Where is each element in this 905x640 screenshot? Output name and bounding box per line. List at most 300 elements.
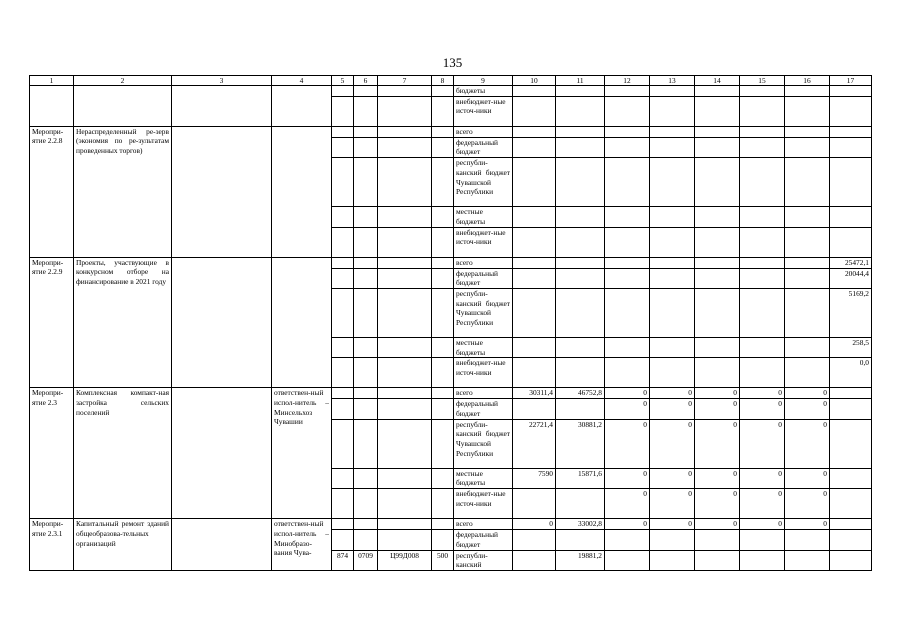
amount-col-14 — [695, 207, 740, 227]
budget-code-c6: 0709 — [354, 550, 378, 570]
budget-code-c8 — [432, 489, 454, 519]
funding-source: местные бюджеты — [454, 337, 513, 357]
budget-code-c7 — [378, 337, 432, 357]
budget-code-c6 — [354, 468, 378, 488]
amount-col-10 — [513, 96, 556, 126]
amount-col-14: 0 — [695, 519, 740, 530]
amount-col-11 — [556, 227, 605, 257]
table-row — [30, 86, 872, 97]
budget-code-c7 — [378, 257, 432, 268]
amount-col-11 — [556, 86, 605, 97]
amount-col-14 — [695, 227, 740, 257]
amount-col-17 — [830, 399, 872, 419]
responsible-executor — [272, 126, 332, 257]
amount-col-15 — [740, 96, 785, 126]
amount-col-15 — [740, 288, 785, 337]
budget-code-c6 — [354, 489, 378, 519]
amount-col-14 — [695, 550, 740, 570]
amount-col-11: 46752,8 — [556, 388, 605, 399]
column-number-7: 7 — [378, 76, 432, 86]
amount-col-17 — [830, 388, 872, 399]
amount-col-11 — [556, 96, 605, 126]
amount-col-16: 0 — [785, 388, 830, 399]
amount-col-11 — [556, 126, 605, 137]
budget-code-c5 — [332, 257, 354, 268]
amount-col-17 — [830, 550, 872, 570]
amount-col-10 — [513, 530, 556, 550]
budget-code-c5 — [332, 126, 354, 137]
budget-code-c5 — [332, 227, 354, 257]
budget-code-c8 — [432, 207, 454, 227]
budget-code-c6 — [354, 257, 378, 268]
budget-code-c7 — [378, 207, 432, 227]
amount-col-17: 25472,1 — [830, 257, 872, 268]
amount-col-14: 0 — [695, 489, 740, 519]
budget-code-c7 — [378, 530, 432, 550]
column-number-17: 17 — [830, 76, 872, 86]
budget-code-c7 — [378, 489, 432, 519]
amount-col-16 — [785, 96, 830, 126]
amount-col-15: 0 — [740, 399, 785, 419]
measure-code: Меропри-ятие 2.2.9 — [30, 257, 74, 388]
amount-col-15 — [740, 158, 785, 207]
amount-col-17 — [830, 126, 872, 137]
measure-name-cell — [74, 86, 172, 127]
amount-col-14 — [695, 158, 740, 207]
amount-col-17 — [830, 468, 872, 488]
budget-code-c8 — [432, 337, 454, 357]
amount-col-10 — [513, 227, 556, 257]
measure-code: Меропри-ятие 2.2.8 — [30, 126, 74, 257]
budget-code-c7 — [378, 358, 432, 388]
budget-code-c6 — [354, 268, 378, 288]
budget-code-c8 — [432, 126, 454, 137]
budget-code-c7 — [378, 519, 432, 530]
amount-col-15 — [740, 86, 785, 97]
amount-col-11 — [556, 530, 605, 550]
budget-code-c5 — [332, 268, 354, 288]
amount-col-10 — [513, 550, 556, 570]
budget-code-c6 — [354, 86, 378, 97]
responsible-executor: ответствен-ный испол-нитель – Минобразо-вания Чува- — [272, 519, 332, 571]
funding-source: внебюджет-ные источ-ники — [454, 96, 513, 126]
amount-col-12 — [605, 207, 650, 227]
amount-col-11: 33002,8 — [556, 519, 605, 530]
budget-code-c6 — [354, 388, 378, 399]
table-row — [30, 257, 872, 268]
amount-col-14: 0 — [695, 468, 740, 488]
amount-col-10: 7590 — [513, 468, 556, 488]
amount-col-16: 0 — [785, 468, 830, 488]
funding-source: федеральный бюджет — [454, 137, 513, 157]
funding-source: республи-канский — [454, 550, 513, 570]
budget-code-c5 — [332, 468, 354, 488]
amount-col-10 — [513, 126, 556, 137]
amount-col-12 — [605, 86, 650, 97]
amount-col-14 — [695, 288, 740, 337]
amount-col-10 — [513, 158, 556, 207]
amount-col-13 — [650, 96, 695, 126]
amount-col-17 — [830, 137, 872, 157]
amount-col-13: 0 — [650, 468, 695, 488]
funding-source: республи-канский бюджет Чувашской Республики — [454, 158, 513, 207]
amount-col-13 — [650, 86, 695, 97]
amount-col-12: 0 — [605, 489, 650, 519]
amount-col-16 — [785, 530, 830, 550]
amount-col-10: 22721,4 — [513, 419, 556, 468]
amount-col-12 — [605, 137, 650, 157]
amount-col-14 — [695, 137, 740, 157]
amount-col-12: 0 — [605, 399, 650, 419]
amount-col-15: 0 — [740, 419, 785, 468]
amount-col-11: 30881,2 — [556, 419, 605, 468]
budget-code-c5 — [332, 388, 354, 399]
amount-col-14 — [695, 257, 740, 268]
budget-code-c5 — [332, 207, 354, 227]
measure-name: Нераспределенный ре-зерв (экономия по ре-зультатам проведенных торгов) — [74, 126, 172, 257]
page-number: 135 — [442, 55, 463, 70]
amount-col-14: 0 — [695, 399, 740, 419]
budget-code-c7 — [378, 227, 432, 257]
amount-col-16 — [785, 257, 830, 268]
amount-col-13 — [650, 358, 695, 388]
budget-code-c7 — [378, 86, 432, 97]
amount-col-15 — [740, 268, 785, 288]
budget-code-c6 — [354, 530, 378, 550]
funding-source: республи-канский бюджет Чувашской Республики — [454, 288, 513, 337]
amount-col-12: 0 — [605, 519, 650, 530]
budget-code-c7 — [378, 268, 432, 288]
budget-code-c8 — [432, 268, 454, 288]
table-row — [30, 388, 872, 399]
budget-code-c7 — [378, 96, 432, 126]
amount-col-13 — [650, 158, 695, 207]
amount-col-14: 0 — [695, 388, 740, 399]
funding-source: бюджеты — [454, 86, 513, 97]
amount-col-17 — [830, 519, 872, 530]
budget-code-c8 — [432, 358, 454, 388]
goal-cell — [172, 126, 272, 257]
column-number-1: 1 — [30, 76, 74, 86]
budget-code-c8 — [432, 468, 454, 488]
funding-source: местные бюджеты — [454, 207, 513, 227]
column-number-2: 2 — [74, 76, 172, 86]
budget-code-c7 — [378, 158, 432, 207]
funding-source: внебюджет-ные источ-ники — [454, 489, 513, 519]
amount-col-16 — [785, 207, 830, 227]
amount-col-11: 15871,6 — [556, 468, 605, 488]
table-row — [30, 519, 872, 530]
amount-col-16 — [785, 288, 830, 337]
amount-col-11 — [556, 288, 605, 337]
measure-name: Капитальный ремонт зданий общеобразова-тельных организаций — [74, 519, 172, 571]
amount-col-13: 0 — [650, 519, 695, 530]
amount-col-12 — [605, 126, 650, 137]
amount-col-13 — [650, 530, 695, 550]
amount-col-12: 0 — [605, 419, 650, 468]
budget-code-c5 — [332, 399, 354, 419]
amount-col-13 — [650, 288, 695, 337]
amount-col-13 — [650, 268, 695, 288]
budget-code-c8 — [432, 257, 454, 268]
budget-code-c8 — [432, 388, 454, 399]
amount-col-17 — [830, 86, 872, 97]
goal-cell — [172, 519, 272, 571]
amount-col-11 — [556, 399, 605, 419]
amount-col-15 — [740, 207, 785, 227]
amount-col-10 — [513, 86, 556, 97]
amount-col-10 — [513, 257, 556, 268]
amount-col-11 — [556, 137, 605, 157]
amount-col-16: 0 — [785, 519, 830, 530]
amount-col-12 — [605, 158, 650, 207]
amount-col-15 — [740, 550, 785, 570]
measure-name: Комплексная компакт-ная застройка сельских поселений — [74, 388, 172, 519]
responsible-executor — [272, 257, 332, 388]
amount-col-13: 0 — [650, 489, 695, 519]
amount-col-10 — [513, 358, 556, 388]
budget-code-c6 — [354, 158, 378, 207]
budget-code-c6 — [354, 519, 378, 530]
amount-col-16 — [785, 227, 830, 257]
amount-col-12 — [605, 358, 650, 388]
funding-source: внебюджет-ные источ-ники — [454, 358, 513, 388]
amount-col-15 — [740, 227, 785, 257]
amount-col-12: 0 — [605, 468, 650, 488]
budget-code-c5: 874 — [332, 550, 354, 570]
amount-col-14 — [695, 268, 740, 288]
amount-col-16: 0 — [785, 489, 830, 519]
amount-col-15 — [740, 530, 785, 550]
funding-source: местные бюджеты — [454, 468, 513, 488]
column-number-4: 4 — [272, 76, 332, 86]
table-row — [30, 126, 872, 137]
measure-code: Меропри-ятие 2.3.1 — [30, 519, 74, 571]
column-number-14: 14 — [695, 76, 740, 86]
amount-col-16: 0 — [785, 399, 830, 419]
amount-col-17: 0,0 — [830, 358, 872, 388]
amount-col-17 — [830, 227, 872, 257]
amount-col-11 — [556, 268, 605, 288]
budget-code-c5 — [332, 530, 354, 550]
budget-code-c8: 500 — [432, 550, 454, 570]
amount-col-12 — [605, 257, 650, 268]
measure-code: Меропри-ятие 2.3 — [30, 388, 74, 519]
amount-col-16 — [785, 158, 830, 207]
amount-col-14 — [695, 530, 740, 550]
amount-col-10: 30311,4 — [513, 388, 556, 399]
amount-col-12 — [605, 550, 650, 570]
budget-code-c8 — [432, 519, 454, 530]
amount-col-13 — [650, 337, 695, 357]
budget-code-c5 — [332, 137, 354, 157]
goal-cell — [172, 257, 272, 388]
amount-col-11 — [556, 257, 605, 268]
column-number-11: 11 — [556, 76, 605, 86]
amount-col-14 — [695, 96, 740, 126]
funding-source: всего — [454, 257, 513, 268]
amount-col-10 — [513, 489, 556, 519]
amount-col-15: 0 — [740, 519, 785, 530]
amount-col-16 — [785, 358, 830, 388]
amount-col-11 — [556, 207, 605, 227]
amount-col-16 — [785, 550, 830, 570]
amount-col-14 — [695, 337, 740, 357]
budget-code-c5 — [332, 96, 354, 126]
amount-col-12: 0 — [605, 388, 650, 399]
amount-col-13 — [650, 550, 695, 570]
amount-col-14 — [695, 358, 740, 388]
budget-code-c8 — [432, 227, 454, 257]
budget-code-c6 — [354, 419, 378, 468]
budget-code-c8 — [432, 399, 454, 419]
budget-code-c8 — [432, 419, 454, 468]
budget-code-c6 — [354, 126, 378, 137]
funding-source: республи-канский бюджет Чувашской Республики — [454, 419, 513, 468]
column-number-8: 8 — [432, 76, 454, 86]
amount-col-11 — [556, 358, 605, 388]
column-number-16: 16 — [785, 76, 830, 86]
amount-col-13 — [650, 227, 695, 257]
goal-cell — [172, 388, 272, 519]
amount-col-11: 19881,2 — [556, 550, 605, 570]
column-number-15: 15 — [740, 76, 785, 86]
budget-code-c6 — [354, 96, 378, 126]
budget-code-c5 — [332, 519, 354, 530]
amount-col-16 — [785, 126, 830, 137]
amount-col-15: 0 — [740, 489, 785, 519]
amount-col-11 — [556, 158, 605, 207]
column-number-5: 5 — [332, 76, 354, 86]
amount-col-13: 0 — [650, 399, 695, 419]
amount-col-16: 0 — [785, 419, 830, 468]
program-table — [29, 75, 872, 571]
amount-col-13 — [650, 207, 695, 227]
amount-col-14 — [695, 126, 740, 137]
responsible-executor: ответствен-ный испол-нитель – Минсельхоз Чувашии — [272, 388, 332, 519]
funding-source: внебюджет-ные источ-ники — [454, 227, 513, 257]
budget-code-c5 — [332, 337, 354, 357]
budget-code-c6 — [354, 337, 378, 357]
amount-col-17 — [830, 207, 872, 227]
amount-col-15: 0 — [740, 468, 785, 488]
amount-col-16 — [785, 268, 830, 288]
budget-code-c8 — [432, 96, 454, 126]
budget-code-c6 — [354, 137, 378, 157]
amount-col-15 — [740, 137, 785, 157]
column-number-6: 6 — [354, 76, 378, 86]
budget-code-c8 — [432, 288, 454, 337]
amount-col-16 — [785, 337, 830, 357]
budget-code-c8 — [432, 158, 454, 207]
amount-col-17 — [830, 489, 872, 519]
funding-source: всего — [454, 388, 513, 399]
funding-source: федеральный бюджет — [454, 399, 513, 419]
budget-code-c6 — [354, 288, 378, 337]
measure-name: Проекты, участвующие в конкурсном отборе на финансирование в 2021 году — [74, 257, 172, 388]
budget-code-c5 — [332, 358, 354, 388]
amount-col-12 — [605, 337, 650, 357]
amount-col-17 — [830, 158, 872, 207]
amount-col-12 — [605, 268, 650, 288]
column-number-12: 12 — [605, 76, 650, 86]
column-number-3: 3 — [172, 76, 272, 86]
budget-code-c8 — [432, 137, 454, 157]
amount-col-15: 0 — [740, 388, 785, 399]
budget-code-c7: Ц99Д008 — [378, 550, 432, 570]
amount-col-12 — [605, 530, 650, 550]
budget-code-c6 — [354, 207, 378, 227]
budget-code-c8 — [432, 530, 454, 550]
budget-code-c6 — [354, 227, 378, 257]
amount-col-16 — [785, 137, 830, 157]
budget-code-c6 — [354, 358, 378, 388]
header-row — [30, 76, 872, 86]
amount-col-15 — [740, 257, 785, 268]
budget-code-c5 — [332, 86, 354, 97]
amount-col-10 — [513, 288, 556, 337]
budget-code-c7 — [378, 388, 432, 399]
amount-col-13 — [650, 257, 695, 268]
goal-cell — [172, 86, 272, 127]
budget-code-c7 — [378, 399, 432, 419]
column-number-9: 9 — [454, 76, 513, 86]
amount-col-17: 20044,4 — [830, 268, 872, 288]
budget-code-c7 — [378, 288, 432, 337]
responsible-cell — [272, 86, 332, 127]
amount-col-17 — [830, 530, 872, 550]
funding-source: федеральный бюджет — [454, 268, 513, 288]
budget-code-c7 — [378, 126, 432, 137]
amount-col-14 — [695, 86, 740, 97]
amount-col-15 — [740, 337, 785, 357]
budget-code-c5 — [332, 158, 354, 207]
column-number-10: 10 — [513, 76, 556, 86]
amount-col-17 — [830, 419, 872, 468]
amount-col-10 — [513, 207, 556, 227]
budget-code-c5 — [332, 489, 354, 519]
amount-col-10 — [513, 399, 556, 419]
amount-col-13: 0 — [650, 419, 695, 468]
amount-col-10: 0 — [513, 519, 556, 530]
budget-code-c7 — [378, 468, 432, 488]
amount-col-17 — [830, 96, 872, 126]
amount-col-10 — [513, 137, 556, 157]
amount-col-12 — [605, 227, 650, 257]
amount-col-12 — [605, 288, 650, 337]
amount-col-15 — [740, 126, 785, 137]
amount-col-17: 258,5 — [830, 337, 872, 357]
budget-code-c7 — [378, 137, 432, 157]
amount-col-13 — [650, 137, 695, 157]
amount-col-13 — [650, 126, 695, 137]
funding-source: всего — [454, 126, 513, 137]
measure-code-cell — [30, 86, 74, 127]
amount-col-11 — [556, 337, 605, 357]
amount-col-10 — [513, 268, 556, 288]
amount-col-16 — [785, 86, 830, 97]
amount-col-12 — [605, 96, 650, 126]
funding-source: всего — [454, 519, 513, 530]
budget-code-c5 — [332, 419, 354, 468]
amount-col-10 — [513, 337, 556, 357]
funding-source: федеральный бюджет — [454, 530, 513, 550]
amount-col-14: 0 — [695, 419, 740, 468]
amount-col-17: 5169,2 — [830, 288, 872, 337]
budget-code-c5 — [332, 288, 354, 337]
amount-col-15 — [740, 358, 785, 388]
budget-code-c8 — [432, 86, 454, 97]
